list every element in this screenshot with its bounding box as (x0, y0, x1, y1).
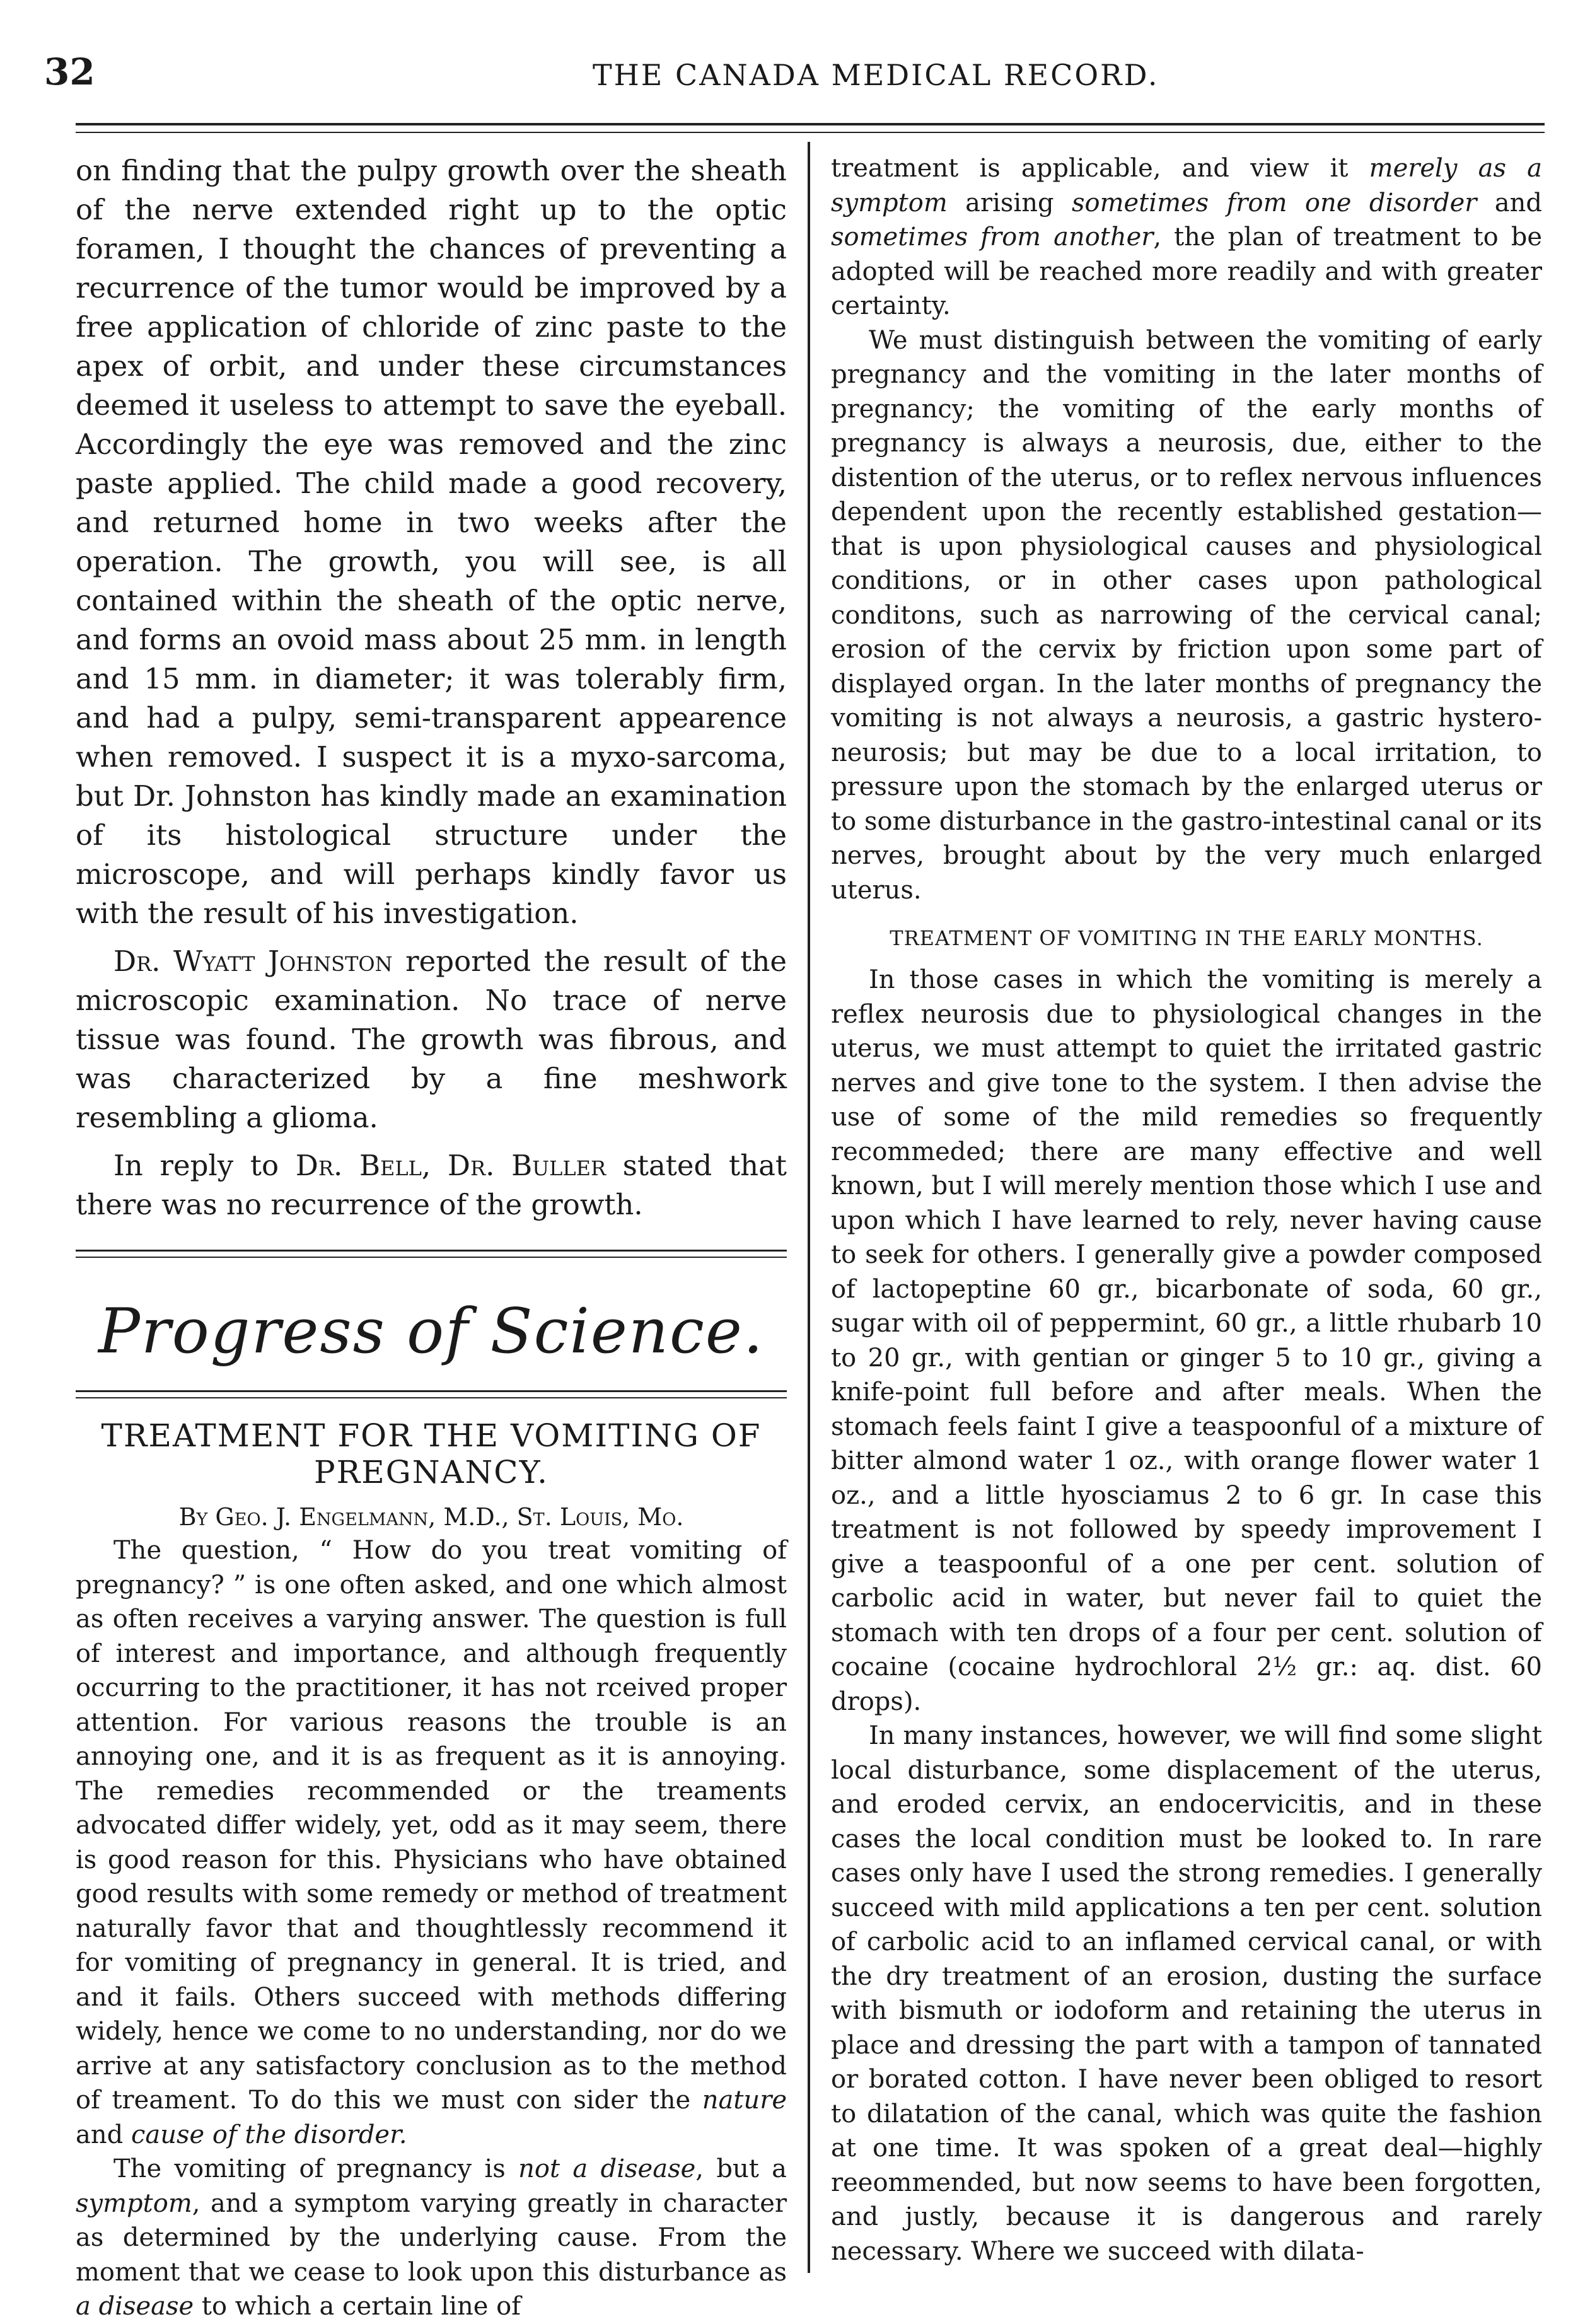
right-paragraph-3: In those cases in which the vomiting is merely a reflex neurosis due to physiological changes in the uterus, we must attempt to quiet the irritated gastric nerves and give tone to the system. I then advise the use of some of the mild remedies so frequently recommeded; there are many effective and well known, but I will merely mention those which I use and upon which I have learned to rely, never having cause to seek for others. I generally give a powder composed of lactopeptine 60 gr., bicarbonate of soda, 60 gr., sugar with oil of peppermint, 60 gr., a little rhubarb 10 to 20 gr., with gentian or ginger 5 to 10 gr., giving a knife-point full before and after meals. When the stomach feels faint I give a teaspoonful of a mixture of bitter almond water 1 oz., with orange flower water 1 oz., and a little hyosciamus 2 to 6 gr. In case this treatment is not followed by speedy improvement I give a teaspoonful of a one per cent. solution of carbolic acid in water, but never fail to quiet the stomach with ten drops of a four per cent. solution of cocaine (cocaine hydrochloral 2½ gr.: aq. dist. 60 drops). (831, 965, 1542, 1716)
right-subheading: TREATMENT OF VOMITING IN THE EARLY MONTHS. (890, 926, 1483, 950)
page-header (44, 50, 1538, 101)
section-rule (76, 1250, 787, 1258)
para3-name-buller: Dr. Buller (447, 1149, 606, 1182)
article-byline: By Geo. J. Engelmann, M.D., St. Louis, Mo. (178, 1503, 684, 1531)
para3-text-e: stated that there was no recurrence of the growth. (76, 1149, 787, 1221)
left-paragraph-2 (76, 942, 787, 1137)
r-para1-a: treatment is applicable, and view it (831, 154, 1369, 183)
right-paragraph-2: We must distinguish between the vomiting of early pregnancy and the vomiting in the later months of pregnancy; the vomiting of the early months of pregnancy is always a neurosis, due, either to the distention of the uterus, or to reflex nervous influences dependent upon the recently established gestation—that is upon physiological causes and physiological conditions, or in other cases upon pathological conditons, such as narrowing of the cervical canal; erosion of the cervix by friction upon some part of displayed organ. In the later months of pregnancy the vomiting is not always a neurosis, a gastric hystero-neurosis; but may be due to a local irritation, to pressure upon the stomach by the enlarged uterus or to some disturbance in the gastro-intestinal canal or its nerves, brought about by the very much enlarged uterus. (831, 325, 1542, 905)
para4-cause: cause of the disorder. (131, 2120, 407, 2149)
para4-and: and (76, 2120, 131, 2149)
para3-text-c: , (421, 1149, 448, 1182)
left-paragraph-4 (76, 1533, 787, 2152)
para5-text-c: , and a symptom varying greatly in character as determined by the underlying cause. From the moment that we cease to look upon this disturbance as (76, 2188, 787, 2287)
left-paragraph-3 (76, 1146, 787, 1224)
left-column (76, 151, 787, 2324)
right-paragraph-4: In many instances, however, we will find some slight local disturbance, some displacement of the uterus, and eroded cervix, an endocervicitis, and in these cases the local condition must be looked to. In rare cases only have I used the strong remedies. I generally succeed with mild applications a ten per cent. solution of carbolic acid to an inflamed cervical canal, or with the dry treatment of an erosion, dusting the surface with bismuth or iodoform and retaining the uterus in place and dressing the part with a tampon of tannated or borated cotton. I have never been obliged to resort to dilatation of the canal, which was quite the fashion at one time. It was spoken of a great deal—highly reeommended, but now seems to have been forgotten, and justly, because it is dangerous and rarely necessary. Where we succeed with dilata- (831, 1721, 1542, 2266)
para5-not-disease: not a disease (518, 2154, 696, 2183)
speaker-name: Dr. Wyatt Johnston (113, 944, 393, 978)
para4-text: The question, “ How do you treat vomiting of pregnancy? ” is one often asked, and one which almost as often receives a varying answer. The question is full of interest and importance, and although frequently occurring to the practitioner, it has not rceived proper attention. For various reasons the trouble is an annoying one, and it is as frequent as it is annoying. The remedies recommended or the treaments advocated differ widely, yet, odd as it may seem, there is good reason for this. Physicians who have obtained good results with some remedy or method of treatment naturally favor that and thoughtlessly recommend it for vomiting of pregnancy in general. It is tried, and and it fails. Others succeed with methods differing widely, hence we come to no understanding, nor do we arrive at any satisfactory conclusion as to the method of treament. To do this we must con sider the (76, 1536, 787, 2115)
r-para1-b: arising (947, 188, 1072, 218)
para5-a-disease: a disease (76, 2292, 194, 2321)
right-column (831, 151, 1542, 2269)
para4-nature: nature (702, 2086, 787, 2115)
left-paragraph-2-text: reported the result of the microscopic examination. No trace of nerve tissue was found. The growth was fibrous, and was characterized by a fine meshwork resembling a glioma. (76, 944, 787, 1134)
para3-name-bell: Dr. Bell (295, 1149, 422, 1182)
para5-text-d: to which a certain line of (194, 2292, 521, 2321)
para5-symptom: symptom (76, 2188, 192, 2218)
running-title: THE CANADA MEDICAL RECORD. (593, 58, 1159, 92)
r-para1-merely: merely as a symptom (831, 154, 1542, 218)
header-rule (76, 123, 1545, 133)
left-paragraph-5 (76, 2152, 787, 2324)
r-para1-c: and (1477, 188, 1542, 218)
r-para1-sometimes2: sometimes from another (831, 223, 1154, 252)
page-number: 32 (44, 50, 95, 93)
column-divider (808, 142, 810, 2273)
para5-text-a: The vomiting of pregnancy is (113, 2154, 519, 2183)
para5-text-b: , but a (695, 2154, 787, 2183)
section-heading: Progress of Science. (98, 1296, 765, 1368)
section-rule-lower (76, 1390, 787, 1398)
right-paragraph-1 (831, 151, 1542, 323)
left-paragraph-1: on finding that the pulpy growth over the sheath of the nerve extended right up to the optic foramen, I thought the chances of preventing a recurrence of the tumor would be improved by a free application of chloride of zinc paste to the apex of orbit, and under these circumstances deemed it useless to attempt to save the eyeball. Accordingly the eye was removed and the zinc paste applied. The child made a good recovery, and returned home in two weeks after the operation. The growth, you will see, is all contained within the sheath of the optic nerve, and forms an ovoid mass about 25 mm. in length and 15 mm. in diameter; it was tolerably firm, and had a pulpy, semi-transparent appearence when removed. I suspect it is a myxo-sarcoma, but Dr. Johnston has kindly made an examination of its histological structure under the microscope, and will perhaps kindly favor us with the result of his investigation. (76, 154, 787, 930)
article-title: TREATMENT FOR THE VOMITING OF PREGNANCY. (101, 1417, 762, 1490)
para3-text-a: In reply to (113, 1149, 296, 1182)
r-para1-sometimes1: sometimes from one disorder (1072, 188, 1477, 218)
r-para1-d: , the plan of treatment to be adopted will be reached more readily and with greater certainty. (831, 223, 1542, 320)
